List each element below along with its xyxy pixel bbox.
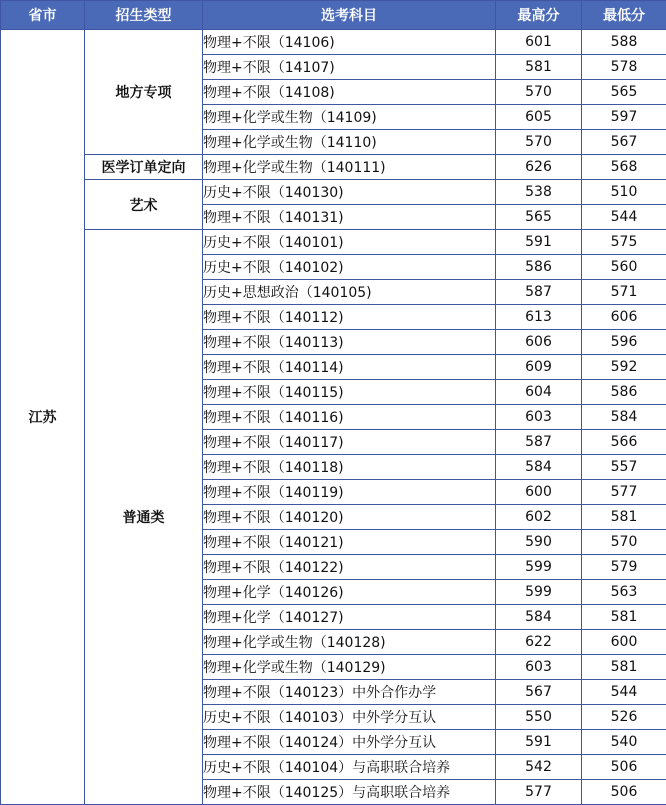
subject-cell: 物理+化学（140127)	[203, 605, 496, 630]
subject-cell: 历史+不限（140101)	[203, 230, 496, 255]
subject-cell: 物理+化学或生物（14109)	[203, 105, 496, 130]
table-row	[1, 155, 666, 180]
subject-cell: 物理+不限（140113)	[203, 330, 496, 355]
max-score-cell: 599	[496, 555, 582, 580]
subject-cell: 物理+化学或生物（140129)	[203, 655, 496, 680]
table-row	[1, 230, 666, 255]
max-score-cell: 586	[496, 255, 582, 280]
province-cell: 江苏	[1, 30, 85, 805]
subject-cell: 物理+化学（140126)	[203, 580, 496, 605]
min-score-cell: 560	[582, 255, 666, 280]
min-score-cell: 568	[582, 155, 666, 180]
min-score-cell: 506	[582, 780, 666, 805]
min-score-cell: 563	[582, 580, 666, 605]
subject-cell: 历史+不限（140103）中外学分互认	[203, 705, 496, 730]
max-score-cell: 581	[496, 55, 582, 80]
max-score-cell: 613	[496, 305, 582, 330]
subject-cell: 物理+化学或生物（14110)	[203, 130, 496, 155]
max-score-cell: 550	[496, 705, 582, 730]
subject-cell: 物理+不限（140123）中外合作办学	[203, 680, 496, 705]
max-score-cell: 609	[496, 355, 582, 380]
max-score-cell: 577	[496, 780, 582, 805]
min-score-cell: 577	[582, 480, 666, 505]
min-score-cell: 578	[582, 55, 666, 80]
max-score-cell: 603	[496, 655, 582, 680]
max-score-cell: 542	[496, 755, 582, 780]
min-score-cell: 600	[582, 630, 666, 655]
max-score-cell: 599	[496, 580, 582, 605]
subject-cell: 历史+不限（140102)	[203, 255, 496, 280]
max-score-cell: 565	[496, 205, 582, 230]
min-score-cell: 592	[582, 355, 666, 380]
min-score-cell: 540	[582, 730, 666, 755]
subject-cell: 物理+不限（140122)	[203, 555, 496, 580]
header-subject: 选考科目	[203, 1, 496, 30]
subject-cell: 物理+不限（140116)	[203, 405, 496, 430]
subject-cell: 物理+不限（140118)	[203, 455, 496, 480]
table-row	[1, 180, 666, 205]
subject-cell: 物理+不限（140115)	[203, 380, 496, 405]
max-score-cell: 591	[496, 730, 582, 755]
min-score-cell: 581	[582, 655, 666, 680]
min-score-cell: 606	[582, 305, 666, 330]
subject-cell: 物理+化学或生物（140128)	[203, 630, 496, 655]
subject-cell: 物理+不限（14106)	[203, 30, 496, 55]
header-type: 招生类型	[85, 1, 203, 30]
subject-cell: 物理+不限（140117)	[203, 430, 496, 455]
subject-cell: 物理+化学或生物（140111)	[203, 155, 496, 180]
max-score-cell: 600	[496, 480, 582, 505]
subject-cell: 物理+不限（14108)	[203, 80, 496, 105]
subject-cell: 物理+不限（140121)	[203, 530, 496, 555]
min-score-cell: 575	[582, 230, 666, 255]
max-score-cell: 591	[496, 230, 582, 255]
min-score-cell: 586	[582, 380, 666, 405]
min-score-cell: 579	[582, 555, 666, 580]
enrollment-type-cell: 普通类	[85, 230, 203, 805]
max-score-cell: 584	[496, 455, 582, 480]
subject-cell: 历史+思想政治（140105)	[203, 280, 496, 305]
max-score-cell: 606	[496, 330, 582, 355]
subject-cell: 历史+不限（140130)	[203, 180, 496, 205]
min-score-cell: 526	[582, 705, 666, 730]
enrollment-type-cell: 地方专项	[85, 30, 203, 155]
subject-cell: 物理+不限（14107)	[203, 55, 496, 80]
subject-cell: 历史+不限（140104）与高职联合培养	[203, 755, 496, 780]
max-score-cell: 570	[496, 80, 582, 105]
min-score-cell: 597	[582, 105, 666, 130]
min-score-cell: 581	[582, 505, 666, 530]
min-score-cell: 544	[582, 205, 666, 230]
max-score-cell: 626	[496, 155, 582, 180]
min-score-cell: 557	[582, 455, 666, 480]
subject-cell: 物理+不限（140131)	[203, 205, 496, 230]
subject-cell: 物理+不限（140112)	[203, 305, 496, 330]
max-score-cell: 590	[496, 530, 582, 555]
min-score-cell: 596	[582, 330, 666, 355]
max-score-cell: 584	[496, 605, 582, 630]
table-body	[1, 30, 666, 805]
max-score-cell: 604	[496, 380, 582, 405]
max-score-cell: 601	[496, 30, 582, 55]
min-score-cell: 566	[582, 430, 666, 455]
max-score-cell: 567	[496, 680, 582, 705]
enrollment-type-cell: 艺术	[85, 180, 203, 230]
max-score-cell: 587	[496, 430, 582, 455]
min-score-cell: 584	[582, 405, 666, 430]
header-min-score: 最低分	[582, 1, 666, 30]
max-score-cell: 605	[496, 105, 582, 130]
max-score-cell: 603	[496, 405, 582, 430]
enrollment-type-cell: 医学订单定向	[85, 155, 203, 180]
subject-cell: 物理+不限（140114)	[203, 355, 496, 380]
min-score-cell: 570	[582, 530, 666, 555]
min-score-cell: 544	[582, 680, 666, 705]
subject-cell: 物理+不限（140120)	[203, 505, 496, 530]
max-score-cell: 587	[496, 280, 582, 305]
subject-cell: 物理+不限（140124）中外学分互认	[203, 730, 496, 755]
header-max-score: 最高分	[496, 1, 582, 30]
subject-cell: 物理+不限（140125）与高职联合培养	[203, 780, 496, 805]
min-score-cell: 506	[582, 755, 666, 780]
header-province: 省市	[1, 1, 85, 30]
max-score-cell: 602	[496, 505, 582, 530]
min-score-cell: 588	[582, 30, 666, 55]
min-score-cell: 567	[582, 130, 666, 155]
header-row	[1, 1, 666, 30]
min-score-cell: 571	[582, 280, 666, 305]
max-score-cell: 622	[496, 630, 582, 655]
max-score-cell: 538	[496, 180, 582, 205]
min-score-cell: 510	[582, 180, 666, 205]
table-row	[1, 30, 666, 55]
subject-cell: 物理+不限（140119)	[203, 480, 496, 505]
min-score-cell: 581	[582, 605, 666, 630]
max-score-cell: 570	[496, 130, 582, 155]
min-score-cell: 565	[582, 80, 666, 105]
